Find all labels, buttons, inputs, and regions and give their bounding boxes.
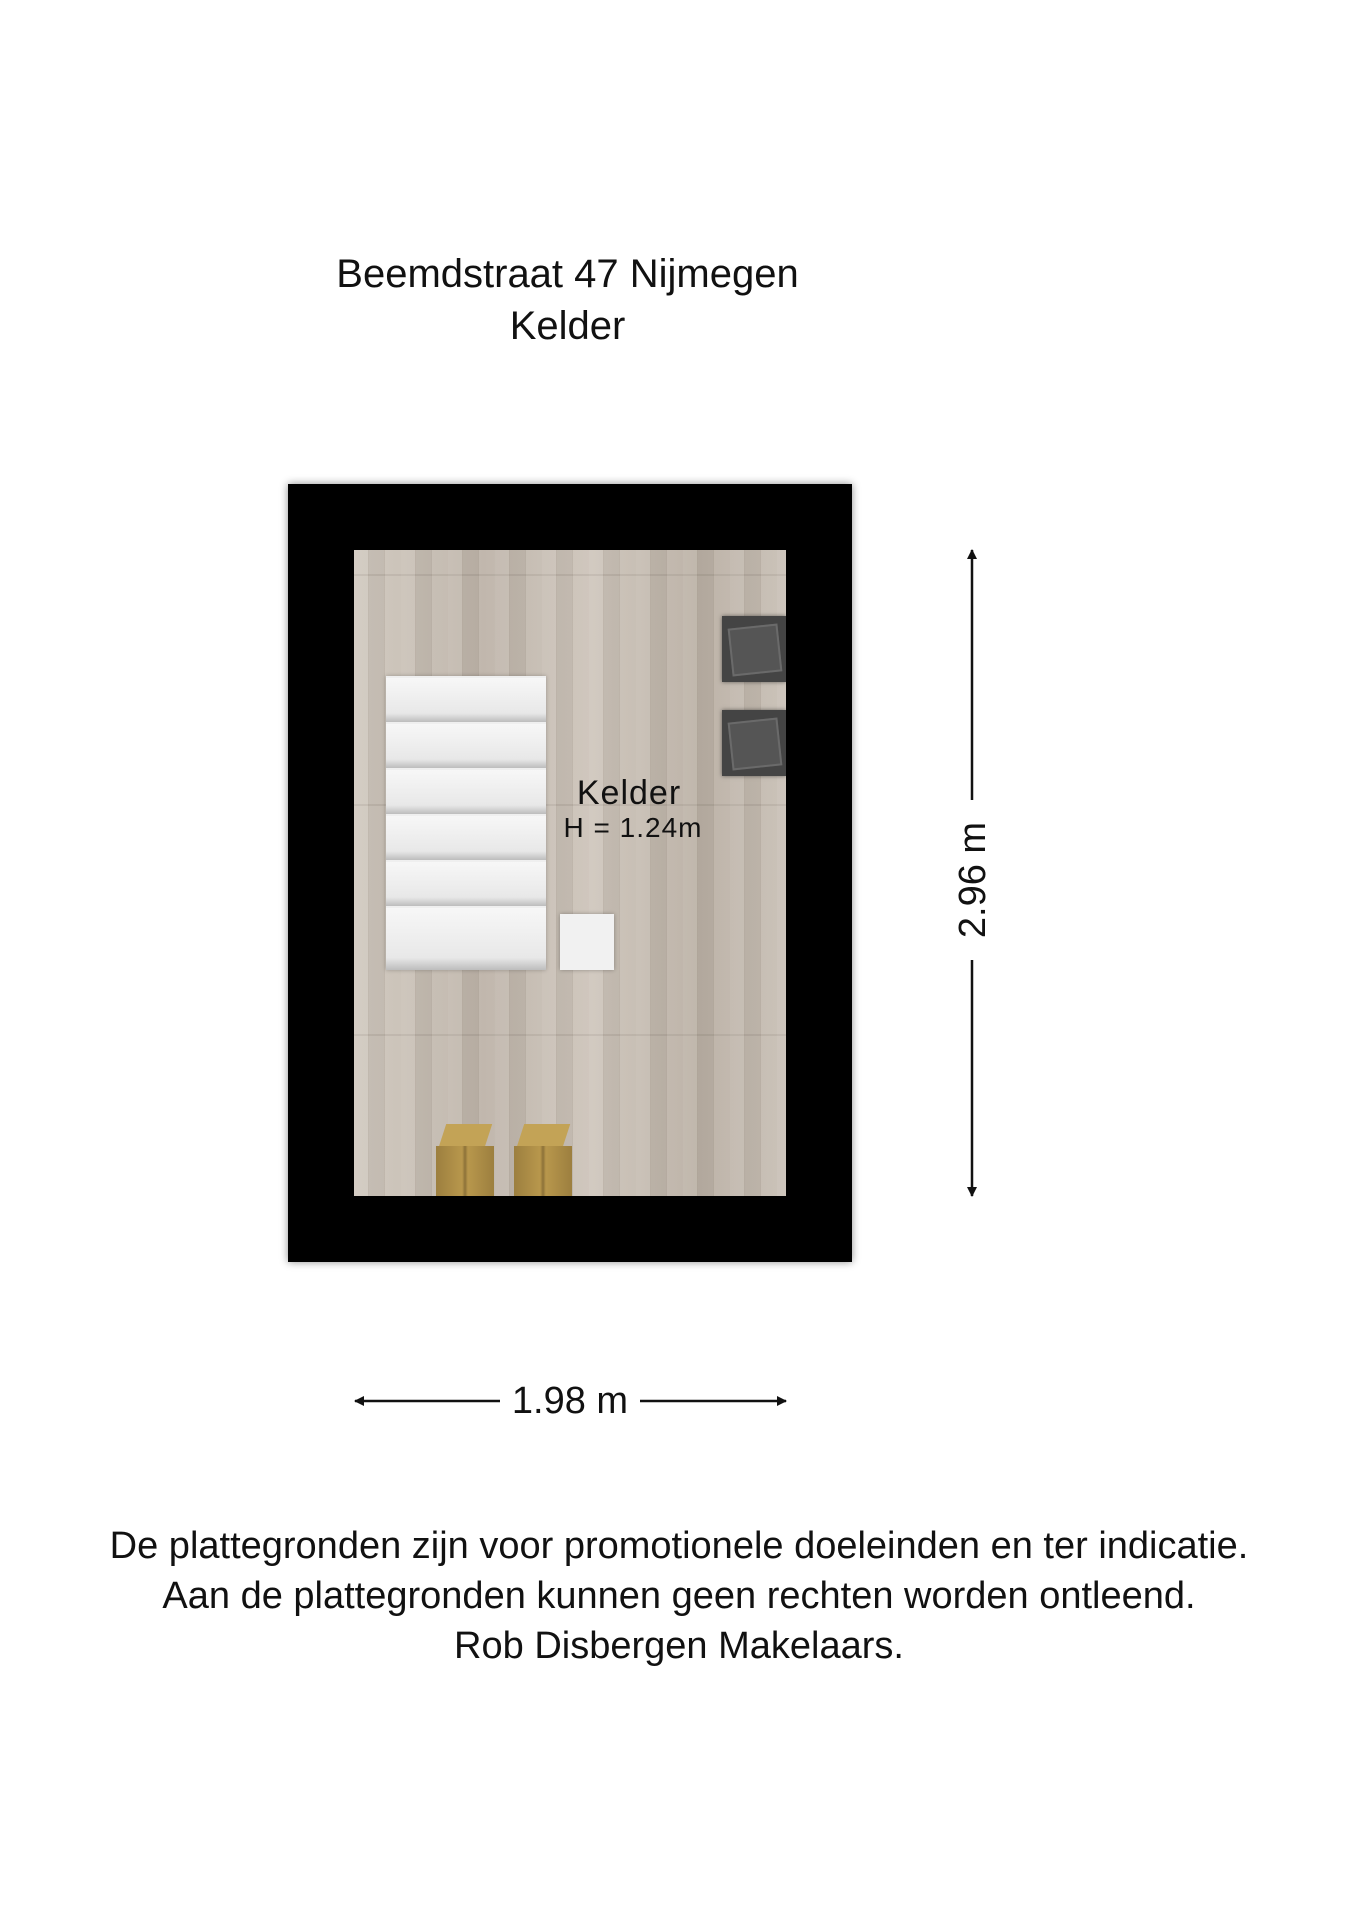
title-floor: Kelder <box>509 304 626 348</box>
room-height-label: H = 1.24m <box>563 812 703 843</box>
depth-dimension-label: 2.96 m <box>949 810 997 950</box>
disclaimer-line-2: Aan de plattegronden kunnen geen rechten worden ontleend. <box>162 1575 1196 1617</box>
title-address: Beemdstraat 47 Nijmegen <box>336 252 799 296</box>
disclaimer-line-3: Rob Disbergen Makelaars. <box>454 1625 904 1667</box>
width-dimension-label: 1.98 m <box>500 1380 640 1423</box>
disclaimer-line-1: De plattegronden zijn voor promotionele doeleinden en ter indicatie. <box>109 1525 1249 1567</box>
room-label: Kelder <box>576 774 682 812</box>
